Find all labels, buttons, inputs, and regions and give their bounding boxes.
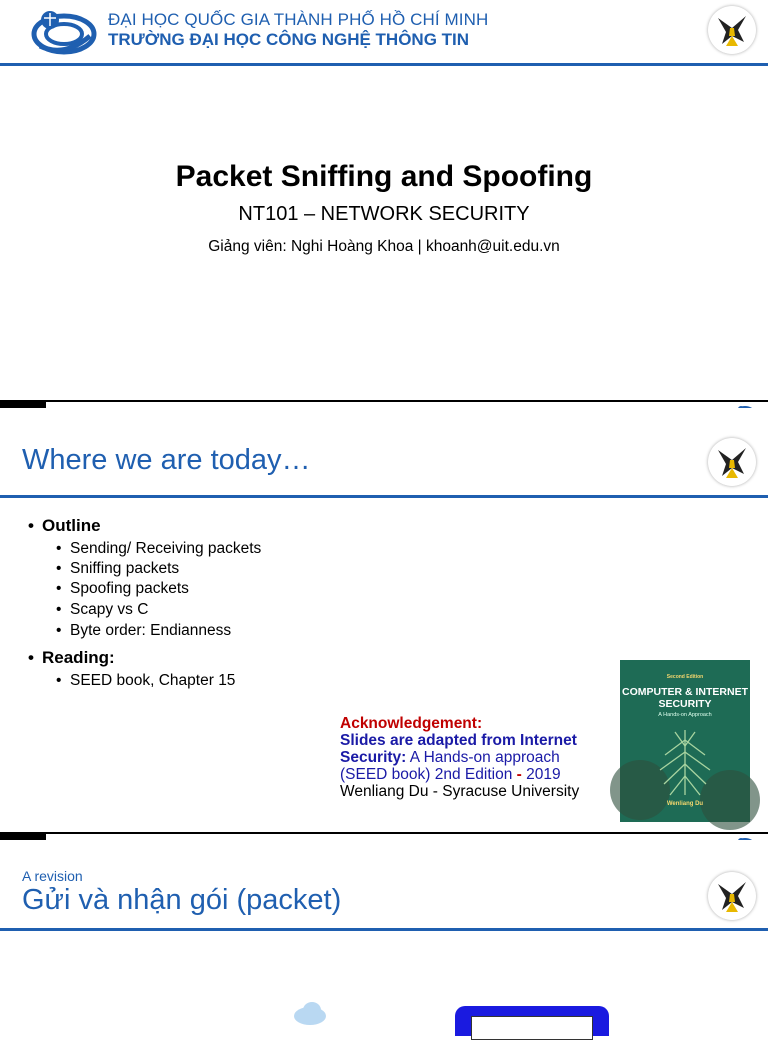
book-subtitle: A Hands-on Approach (658, 712, 712, 718)
ack-label: Acknowledgement: (340, 715, 483, 732)
cloud-icon (290, 1000, 330, 1024)
course-name: NT101 – NETWORK SECURITY (238, 203, 530, 225)
slide-title: Packet Sniffing and Spoofing (175, 160, 593, 193)
book-title-line-2: SECURITY (658, 698, 712, 710)
header-rule (0, 63, 768, 66)
school-name: TRƯỜNG ĐẠI HỌC CÔNG NGHỆ THÔNG TIN (108, 30, 470, 49)
list-item: • SEED book, Chapter 15 (56, 672, 236, 689)
lecturer-info: Giảng viên: Nghi Hoàng Khoa | khoanh@uit.edu.vn (208, 238, 560, 255)
ack-line-2: Security: A Hands-on approach (340, 749, 560, 766)
header-rule (0, 495, 768, 498)
slide-1 (0, 0, 768, 408)
book-title-line-1: COMPUTER & INTERNET (622, 686, 748, 698)
ack-line-3: (SEED book) 2nd Edition - 2019 (340, 766, 561, 783)
book-cover (620, 660, 750, 822)
book-author: Wenliang Du (666, 801, 704, 807)
ack-line-4: Wenliang Du - Syracuse University (340, 783, 580, 800)
book-edition: Second Edition (666, 674, 704, 680)
pine-branch-icon (620, 660, 750, 822)
university-name: ĐẠI HỌC QUỐC GIA THÀNH PHỐ HỒ CHÍ MINH (108, 10, 489, 29)
list-item: • Byte order: Endianness (56, 622, 232, 639)
slide-2 (0, 408, 768, 840)
uit-logo-icon (30, 6, 100, 56)
header-rule (0, 928, 768, 931)
mascot-logo-icon (708, 438, 756, 486)
outline-heading: • Outline (28, 516, 101, 535)
slide-kicker: A revision (22, 868, 83, 884)
slide-title: Where we are today… (22, 444, 311, 476)
ack-line-1: Slides are adapted from Internet (340, 732, 577, 749)
monitor-icon (455, 1006, 609, 1036)
slide-title: Gửi và nhận gói (packet) (22, 884, 342, 916)
list-item: • Spoofing packets (56, 580, 189, 597)
list-item: • Sniffing packets (56, 560, 180, 577)
reading-heading: • Reading: (28, 648, 115, 667)
list-item: • Scapy vs C (56, 601, 149, 618)
slide-3 (0, 840, 768, 1024)
mascot-logo-icon (708, 872, 756, 920)
mascot-logo-icon (708, 6, 756, 54)
list-item: • Sending/ Receiving packets (56, 540, 262, 557)
acknowledgement (340, 715, 579, 800)
